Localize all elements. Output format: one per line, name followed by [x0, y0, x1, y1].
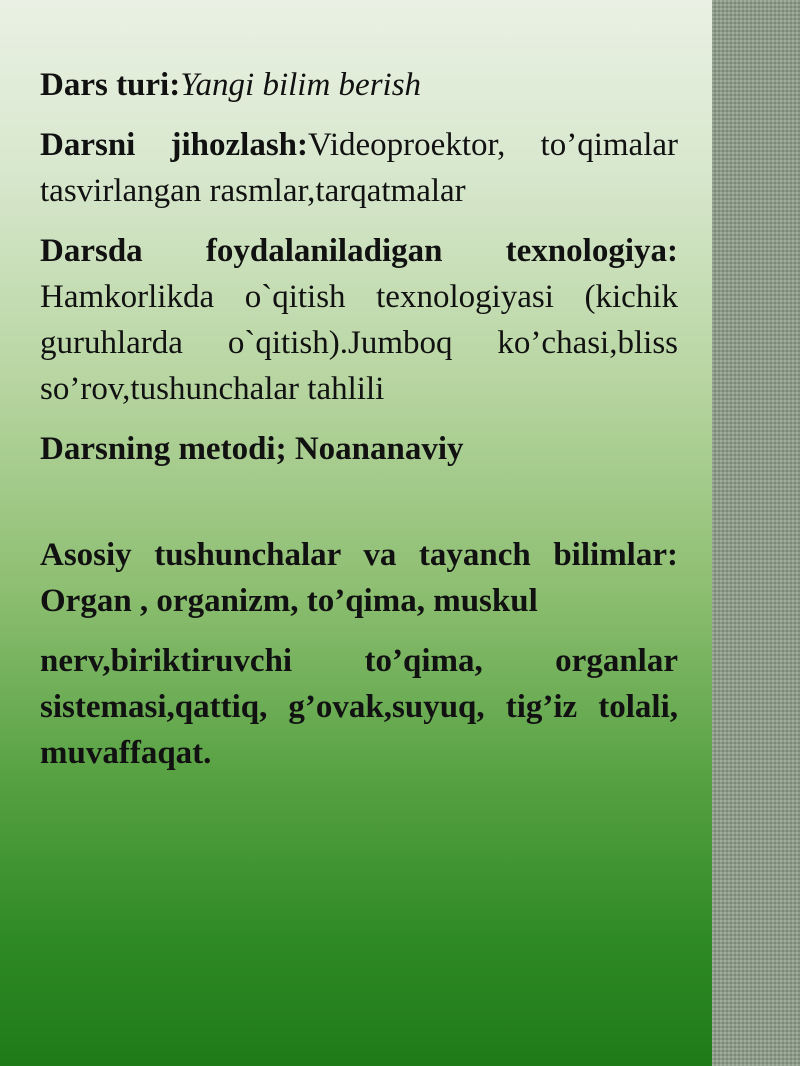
lesson-technology [40, 228, 678, 412]
lesson-technology-value: Hamkorlikda o`qitish texnologiyasi (kichik guruhlarda o`qitish).Jumboq ko’chasi,bliss so’rov,tushunchalar tahlili [40, 279, 678, 407]
side-texture-strip [712, 0, 800, 1066]
lesson-technology-label: Darsda foydalaniladigan texnologiya: [40, 233, 678, 269]
lesson-info [40, 62, 678, 790]
lesson-method-text: Darsning metodi; Noananaviy [40, 431, 464, 467]
lesson-concepts-text: Asosiy tushunchalar va tayanch bilimlar: Organ , organizm, to’qima, muskul [40, 537, 678, 619]
lesson-type-value: Yangi bilim berish [180, 67, 422, 103]
lesson-type [40, 62, 678, 108]
lesson-equipment-value: Videoproektor, to’qimalar tasvirlangan rasmlar,tarqatmalar [40, 127, 678, 209]
spacer [40, 486, 678, 532]
lesson-equipment [40, 122, 678, 214]
lesson-concepts-continued [40, 638, 678, 776]
lesson-type-label: Dars turi: [40, 67, 181, 103]
lesson-concepts [40, 532, 678, 624]
lesson-equipment-label: Darsni jihozlash: [40, 127, 309, 163]
lesson-concepts-cont-text: nerv,biriktiruvchi to’qima, organlar sistemasi,qattiq, g’ovak,suyuq, tig’iz tolali, muvaffaqat. [40, 643, 678, 771]
lesson-method [40, 426, 678, 472]
